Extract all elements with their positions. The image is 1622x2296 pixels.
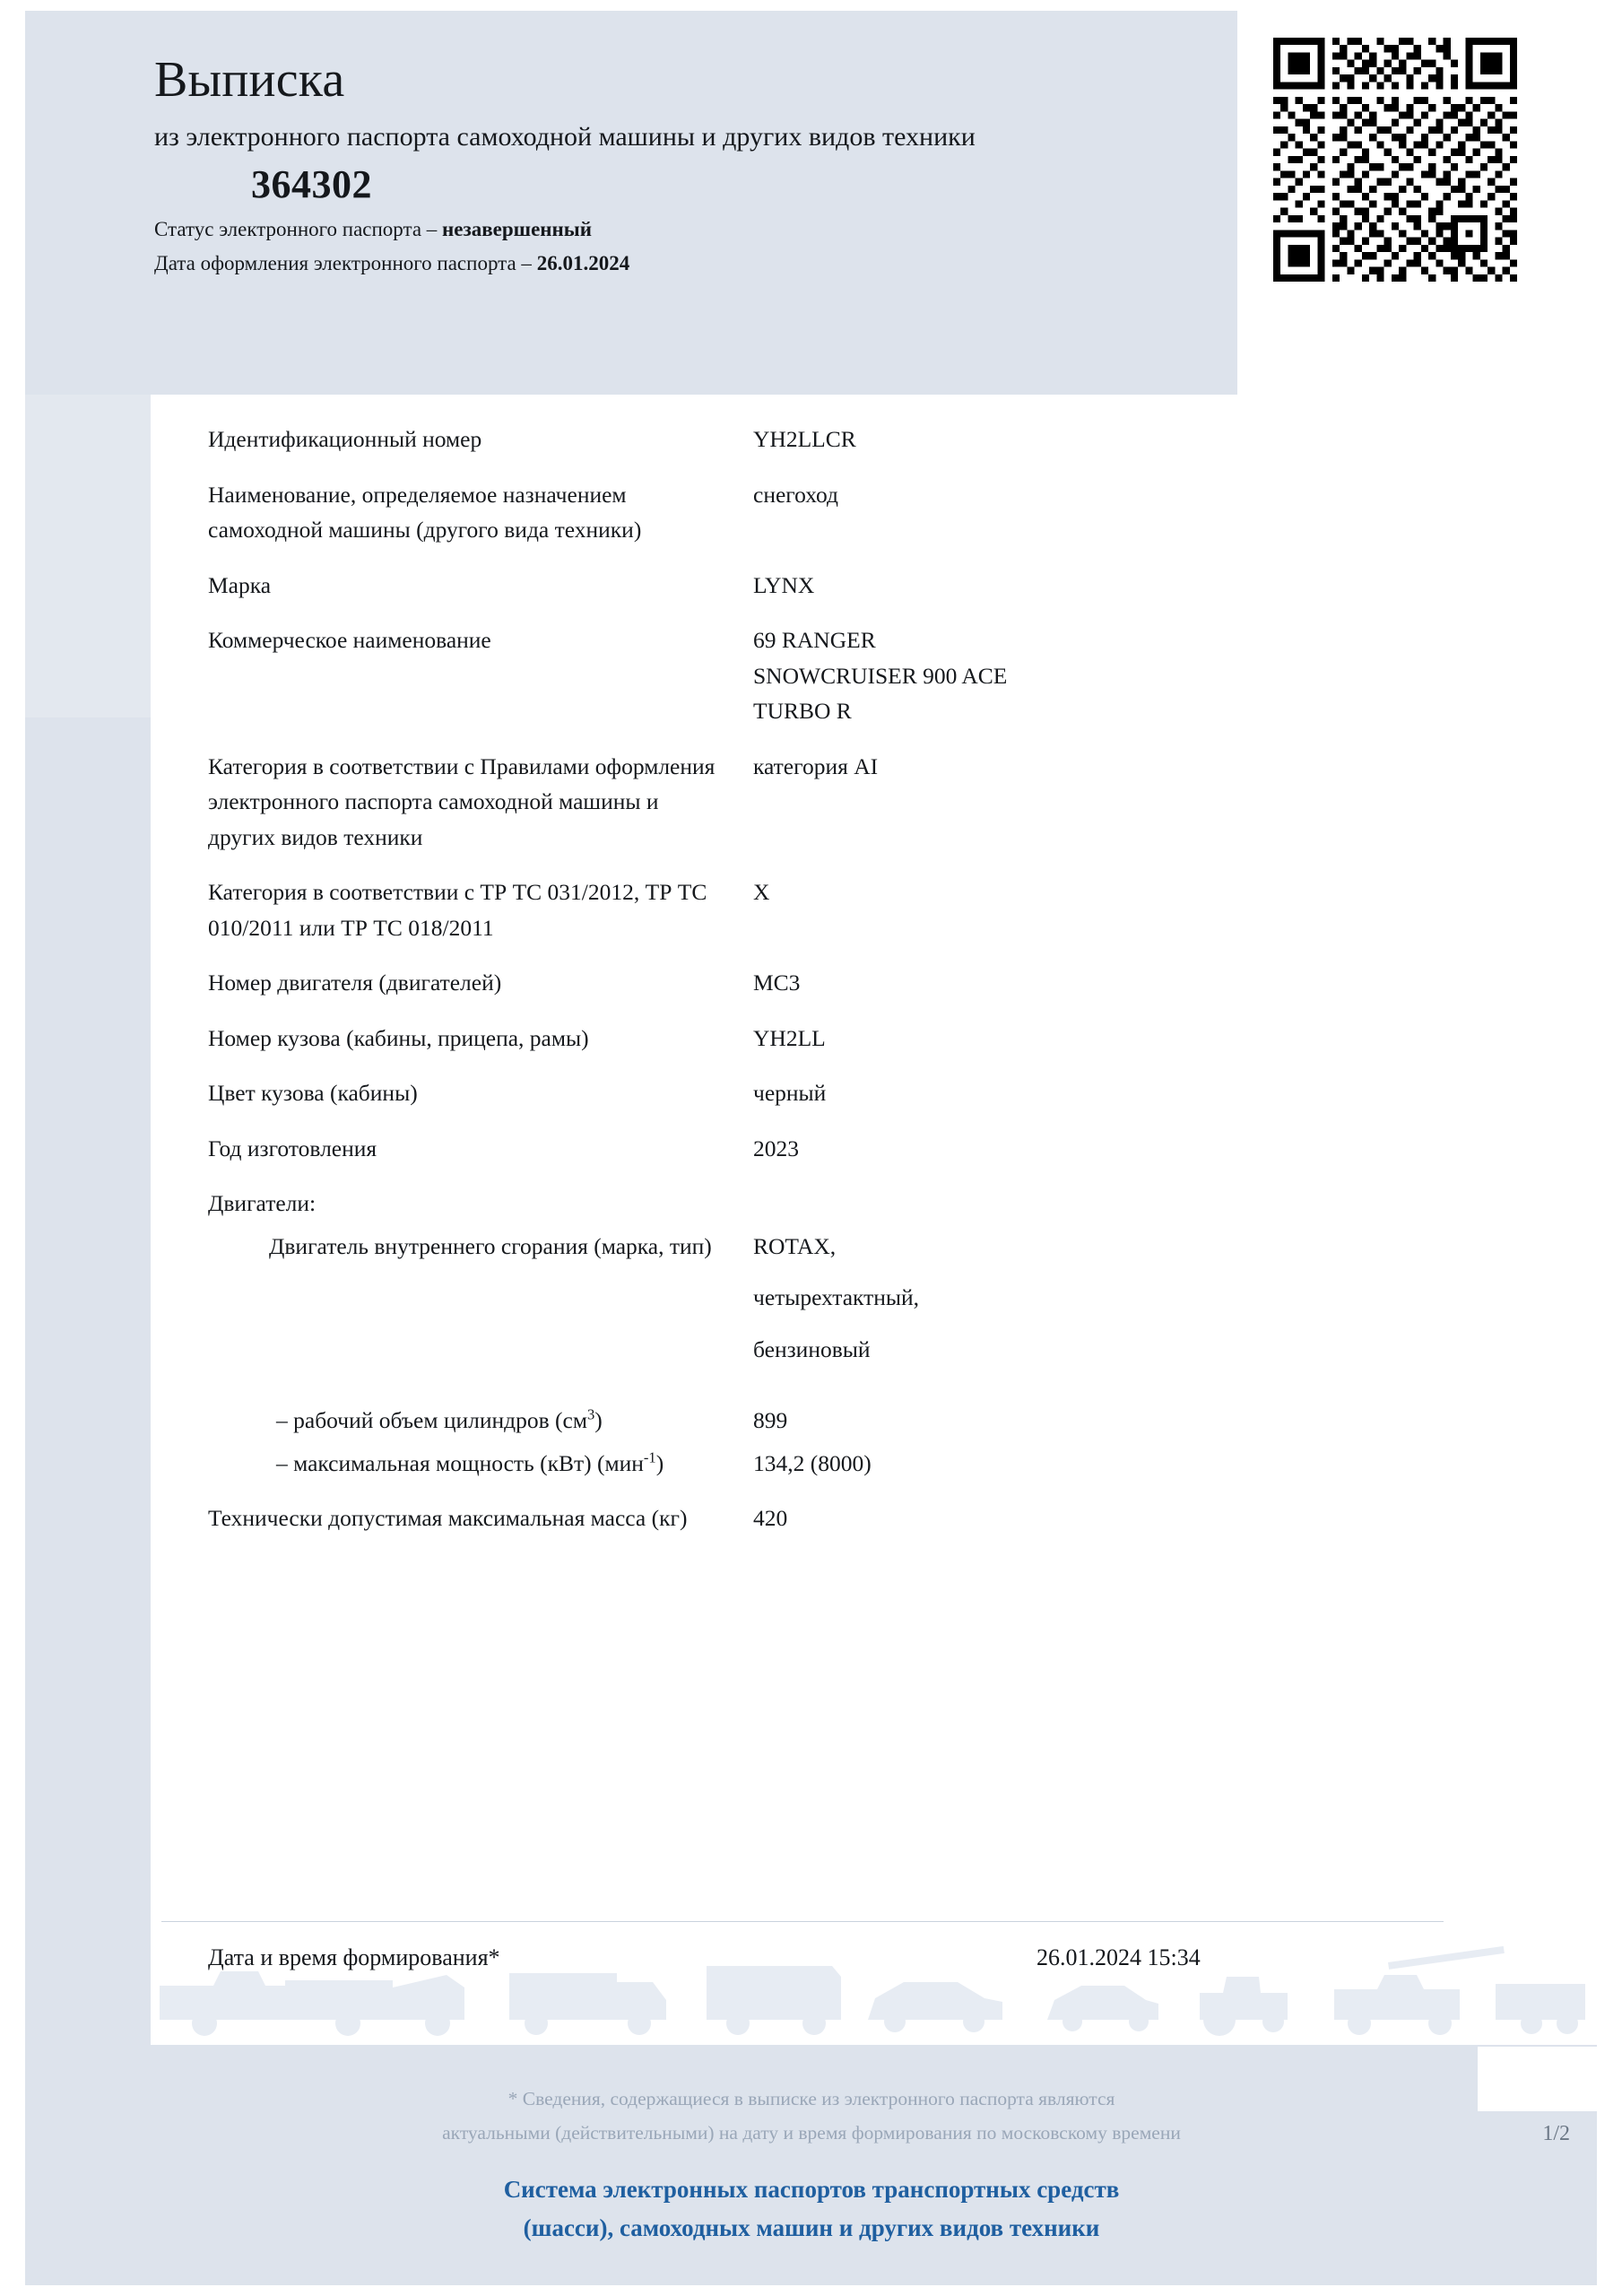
table-row	[151, 1075, 1549, 1111]
field-value: LYNX	[753, 571, 815, 598]
field-label: – максимальная мощность (кВт) (мин$^{-1}$)	[276, 1448, 664, 1476]
field-value	[724, 1229, 1549, 1384]
footer-white-patch	[1478, 2047, 1597, 2111]
field-value: категория AI	[753, 752, 879, 779]
document-subtitle: из электронного паспорта самоходной машины и других видов техники	[154, 121, 976, 152]
decorative-strip-left	[25, 395, 151, 718]
table-row	[151, 622, 1549, 729]
field-label: Номер двигателя (двигателей)	[208, 970, 502, 996]
qr-code-icon	[1273, 38, 1517, 282]
table-row-section-header	[151, 1186, 1549, 1222]
document-header	[154, 54, 1212, 275]
field-label: Технически допустимая максимальная масса (кг)	[208, 1505, 688, 1532]
system-name-line-2: (шасси), самоходных машин и других видов техники	[523, 2214, 1100, 2242]
footnote	[215, 2083, 1408, 2150]
field-value: YH2LL	[753, 1024, 826, 1051]
field-label: Цвет кузова (кабины)	[208, 1080, 418, 1107]
passport-date-label: Дата оформления электронного паспорта –	[154, 252, 537, 275]
field-value: черный	[753, 1080, 827, 1107]
field-value-line: 69 RANGER	[753, 627, 876, 654]
table-row	[151, 1403, 1549, 1439]
field-value: 2023	[753, 1135, 799, 1161]
footnote-line-1: * Сведения, содержащиеся в выписке из электронного паспорта являются	[507, 2088, 1115, 2109]
passport-date-line	[154, 252, 1212, 275]
footer-divider	[161, 1921, 1444, 1922]
field-label: Категория в соответствии с ТР ТС 031/2012, ТР ТС 010/2011 или ТР ТС 018/2011	[208, 879, 707, 941]
field-value: X	[753, 879, 770, 906]
field-value: MC3	[753, 970, 801, 996]
field-value: 134,2 (8000)	[753, 1449, 872, 1476]
field-value-line: бензиновый	[753, 1335, 871, 1362]
formation-datetime-label: Дата и время формирования*	[208, 1944, 500, 1970]
passport-status-line	[154, 218, 1212, 241]
table-row	[151, 1131, 1549, 1167]
field-label: – рабочий объем цилиндров $(см^3)$	[276, 1405, 603, 1434]
passport-fields-table	[151, 422, 1549, 1556]
passport-status-label: Статус электронного паспорта –	[154, 218, 443, 241]
system-name	[215, 2170, 1408, 2248]
field-label: Номер кузова (кабины, прицепа, рамы)	[208, 1024, 589, 1051]
field-value: 899	[753, 1407, 788, 1434]
superscript-three: 3	[587, 1405, 595, 1423]
field-label: Коммерческое наименование	[208, 627, 491, 654]
field-label: Год изготовления	[208, 1135, 377, 1161]
field-value: YH2LLCR	[753, 426, 856, 452]
table-row	[151, 874, 1549, 945]
field-label: Марка	[208, 571, 272, 598]
passport-status-value: незавершенный	[442, 218, 593, 241]
formation-datetime-row	[151, 1944, 1496, 1971]
engines-section-label: Двигатели:	[208, 1190, 317, 1217]
qr-code-svg	[1273, 38, 1517, 282]
field-label: Идентификационный номер	[208, 426, 482, 452]
superscript-minus-one: -1	[643, 1448, 656, 1466]
field-value: 420	[753, 1505, 788, 1532]
formation-datetime-value: 26.01.2024 15:34	[1037, 1944, 1201, 1970]
footnote-line-2: актуальными (действительными) на дату и время формирования по московскому времени	[442, 2121, 1181, 2144]
table-row	[151, 1021, 1549, 1057]
page-number: 1/2	[1542, 2122, 1570, 2145]
field-label: Двигатель внутреннего сгорания (марка, тип)	[269, 1232, 712, 1259]
table-row	[151, 1446, 1549, 1482]
document-number: 364302	[251, 162, 372, 207]
table-row	[151, 749, 1549, 856]
field-value-line: SNOWCRUISER 900 ACE	[753, 662, 1008, 689]
field-value-line: TURBO R	[753, 698, 852, 725]
page-title: Выписка	[154, 52, 345, 108]
field-value: снегоход	[753, 481, 838, 508]
field-label: Категория в соответствии с Правилами оформления электронного паспорта самоходной машины и других видов техники	[208, 752, 716, 850]
system-name-line-1: Система электронных паспортов транспортных средств	[503, 2176, 1120, 2203]
table-row	[151, 965, 1549, 1001]
field-value-line: ROTAX,	[753, 1232, 837, 1259]
table-row	[151, 568, 1549, 604]
field-value-line: четырехтактный,	[753, 1284, 920, 1311]
table-row	[151, 422, 1549, 457]
table-row	[151, 1229, 1549, 1384]
table-row	[151, 477, 1549, 548]
passport-date-value: 26.01.2024	[536, 252, 630, 275]
field-label: Наименование, определяемое назначением самоходной машины (другого вида техники)	[208, 481, 642, 544]
field-value	[724, 622, 1549, 729]
table-row	[151, 1500, 1549, 1536]
